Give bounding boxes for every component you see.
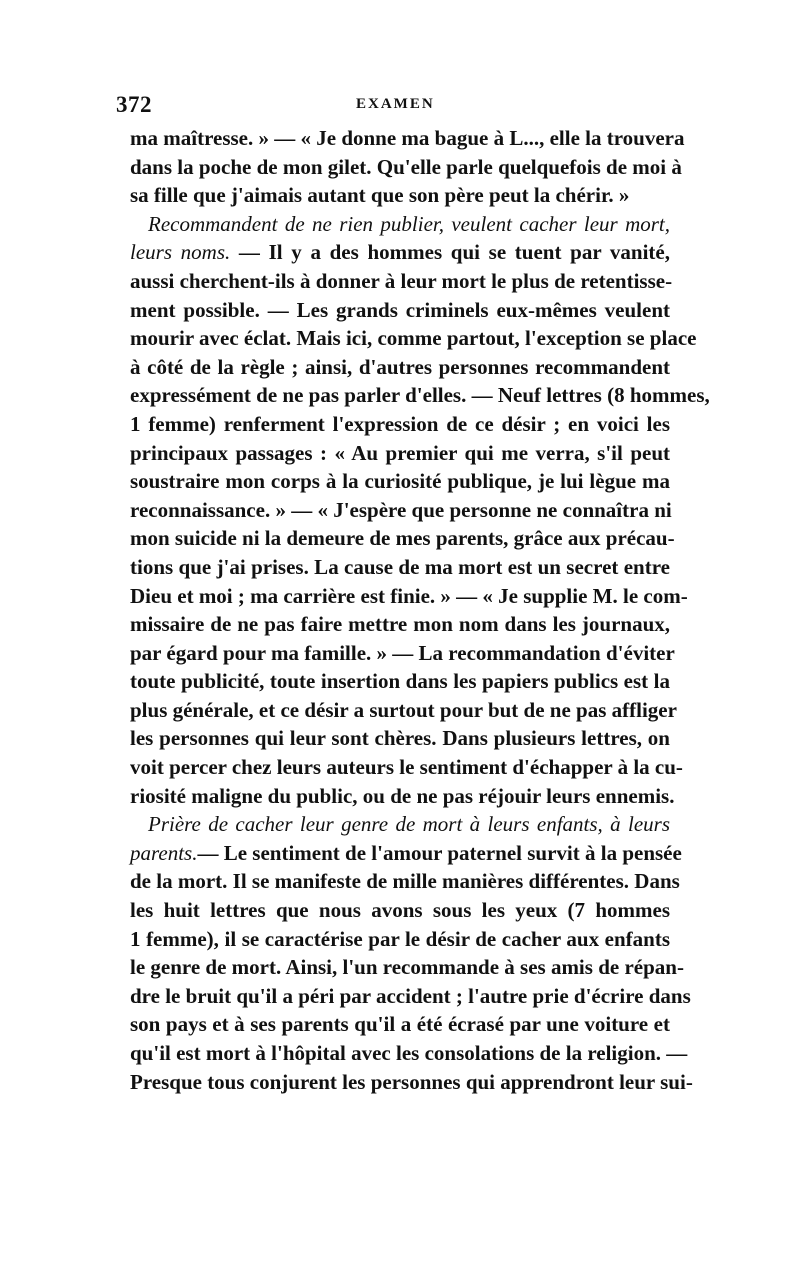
text-line [130,667,670,696]
italic-heading: parents. [130,840,198,865]
running-title: EXAMEN [356,96,435,112]
text-line [130,324,697,353]
text-span: Presque tous conjurent les personnes qui apprendront leur sui- [130,1069,693,1094]
text-line [130,553,670,582]
text-span: soustraire mon corps à la curiosité publique, je lui lègue ma [130,469,670,494]
text-span: à côté de la règle ; ainsi, d'autres personnes recommandent [130,354,670,379]
text-line [130,267,673,296]
text-span: qu'il est mort à l'hôpital avec les consolations de la religion. — [130,1041,688,1065]
italic-heading: leurs noms. [130,240,231,265]
text-line [130,1010,670,1039]
text-line [130,238,670,267]
text-span: expressément de ne pas parler d'elles. — Neuf lettres (8 hommes, [130,383,710,408]
text-span: riosité maligne du public, ou de ne pas réjouir leurs ennemis. [130,783,675,808]
text-line [130,296,670,325]
text-span: de la mort. Il se manifeste de mille manières différentes. Dans [130,869,680,894]
text-span: toute publicité, toute insertion dans les papiers publics est la [130,669,670,694]
text-span: reconnaissance. » — « J'espère que personne ne connaîtra ni [130,497,672,522]
text-span: dans la poche de mon gilet. Qu'elle parle quelquefois de moi à [130,154,682,179]
text-span: tions que j'ai prises. La cause de ma mort est un secret entre [130,554,670,579]
text-line [130,896,670,925]
text-line [130,353,670,382]
text-line [130,467,670,496]
text-line [130,524,675,553]
text-span: 1 femme), il se caractérise par le désir de cacher aux enfants [130,926,670,951]
text-line [130,953,684,982]
text-line [130,153,682,182]
text-span: ment possible. — Les grands criminels eux-mêmes veulent [130,297,670,322]
text-line [130,753,683,782]
text-line [130,410,670,439]
text-line [130,782,675,811]
text-line [130,696,677,725]
text-span: par égard pour ma famille. » — La recommandation d'éviter [130,640,675,665]
text-span: voit percer chez leurs auteurs le sentiment d'échapper à la cu- [130,755,683,780]
text-span: sa fille que j'aimais autant que son père peut la chérir. » [130,183,630,208]
text-line [130,839,682,868]
italic-heading: Prière de cacher leur genre de mort à leurs enfants, à leurs [148,812,670,837]
text-line [130,1068,693,1097]
text-line [130,925,670,954]
text-span: mon suicide ni la demeure de mes parents, grâce aux précau- [130,526,675,551]
text-line [130,610,670,639]
text-line [130,982,691,1011]
text-line [130,210,670,239]
text-span: les personnes qui leur sont chères. Dans plusieurs lettres, on [130,726,670,751]
text-line [130,867,680,896]
text-line [130,1039,688,1068]
body-text [130,124,710,1124]
running-head [116,92,678,122]
text-line [130,181,670,210]
text-span: les huit lettres que nous avons sous les yeux (7 hommes [130,898,670,923]
text-line [130,724,670,753]
text-span: — Le sentiment de l'amour paternel survit à la pensée [197,840,682,865]
text-line [130,582,688,611]
text-span: le genre de mort. Ainsi, l'un recommande à ses amis de répan- [130,955,684,980]
page-number: 372 [116,92,152,117]
text-line [130,439,670,468]
text-span: ma maîtresse. » — « Je donne ma bague à L..., elle la trouvera [130,126,685,150]
text-span: mourir avec éclat. Mais ici, comme partout, l'exception se place [130,326,697,351]
text-span: — Il y a des hommes qui se tuent par vanité, [230,240,671,265]
text-span: principaux passages : « Au premier qui me verra, s'il peut [130,440,670,465]
text-line [130,639,675,668]
italic-heading: Recommandent de ne rien publier, veulent cacher leur mort, [148,211,670,236]
text-span: 1 femme) renferment l'expression de ce désir ; en voici les [130,411,670,436]
text-span: plus générale, et ce désir a surtout pour but de ne pas affliger [130,697,677,722]
text-span: dre le bruit qu'il a péri par accident ; l'autre prie d'écrire dans [130,983,691,1008]
text-span: Dieu et moi ; ma carrière est finie. » — « Je supplie M. le com- [130,583,688,608]
text-line [130,810,670,839]
text-line [130,496,670,525]
text-line [130,124,685,153]
text-span: missaire de ne pas faire mettre mon nom dans les journaux, [130,612,670,637]
text-span: son pays et à ses parents qu'il a été écrasé par une voiture et [130,1012,670,1037]
text-span: aussi cherchent-ils à donner à leur mort le plus de retentisse- [130,268,673,293]
text-line [130,381,710,410]
